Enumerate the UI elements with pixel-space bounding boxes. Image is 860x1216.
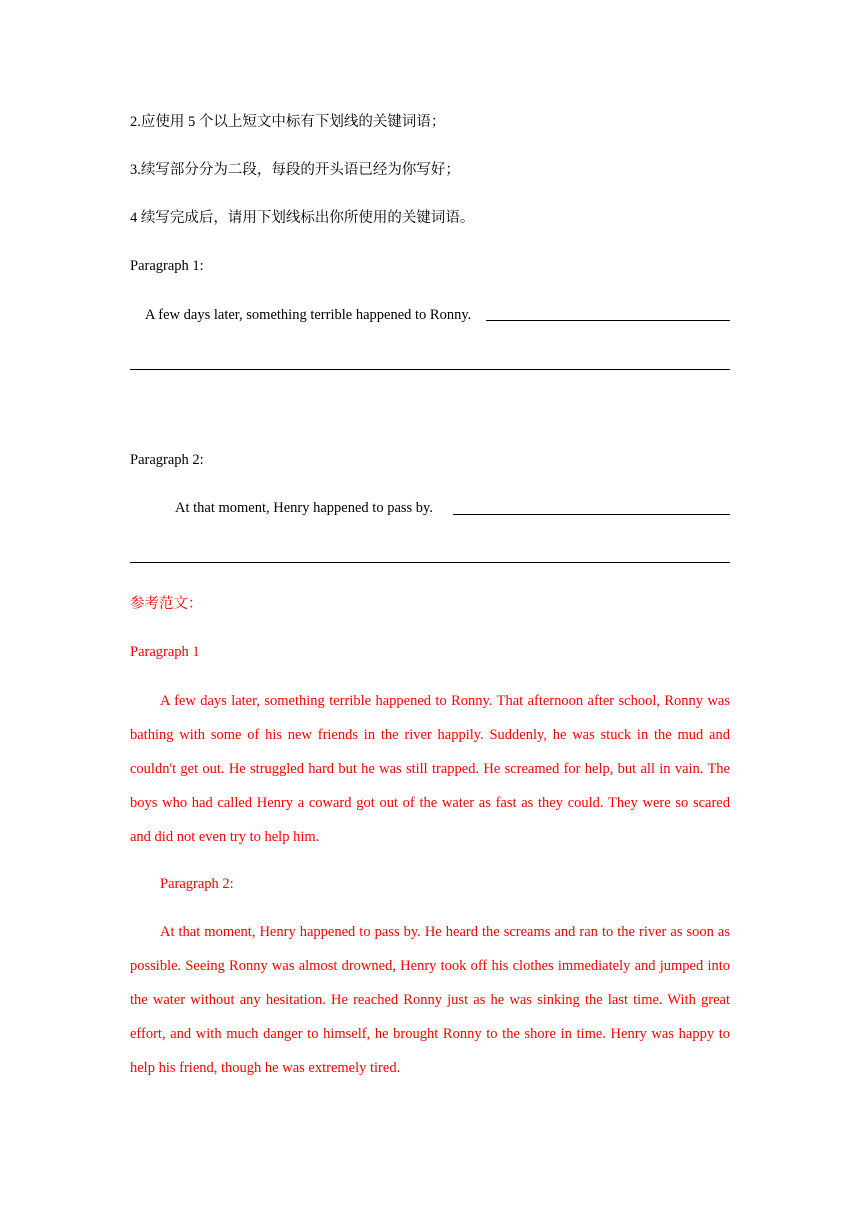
instruction-item-3: 3.续写部分分为二段，每段的开头语已经为你写好； bbox=[130, 162, 460, 178]
sample-paragraph1-heading: Paragraph 1 bbox=[130, 644, 200, 660]
sample-essay-title: 参考范文： bbox=[130, 596, 203, 612]
instruction-item-4: 4 续写完成后，请用下划线标出你所使用的关键词语。 bbox=[130, 210, 475, 226]
sample-paragraph1-text: A few days later, something terrible happened to Ronny. That afternoon after school, Ronny was bathing with some of his new friends in the river happily. Suddenly, he was stuck in the mud and couldn't get out. He struggled hard but he was still trapped. He screamed for help, but all in vain. The boys who had called Henry a coward got out of the water as fast as they could. They were so scared and did not even try to help him. bbox=[130, 693, 730, 845]
paragraph1-writing-line-2 bbox=[130, 369, 730, 370]
paragraph1-writing-line-1 bbox=[486, 320, 730, 321]
task-paragraph1-opening: A few days later, something terrible happened to Ronny. bbox=[145, 307, 472, 323]
task-paragraph1-heading: Paragraph 1: bbox=[130, 258, 204, 274]
task-paragraph2-heading: Paragraph 2: bbox=[130, 452, 204, 468]
sample-paragraph2-heading: Paragraph 2: bbox=[160, 876, 234, 892]
instruction-item-2: 2.应使用 5 个以上短文中标有下划线的关键词语； bbox=[130, 114, 446, 130]
task-paragraph2-opening: At that moment, Henry happened to pass by. bbox=[175, 500, 433, 516]
sample-paragraph2-text: At that moment, Henry happened to pass by. He heard the screams and ran to the river as soon as possible. Seeing Ronny was almost drowned, Henry took off his clothes immediately and jumped into the water without any hesitation. He reached Ronny just as he was sinking the last time. With great effort, and with much danger to himself, he brought Ronny to the shore in time. Henry was happy to help his friend, though he was extremely tired. bbox=[130, 924, 730, 1076]
paragraph2-writing-line-2 bbox=[130, 562, 730, 563]
paragraph2-writing-line-1 bbox=[453, 514, 730, 515]
